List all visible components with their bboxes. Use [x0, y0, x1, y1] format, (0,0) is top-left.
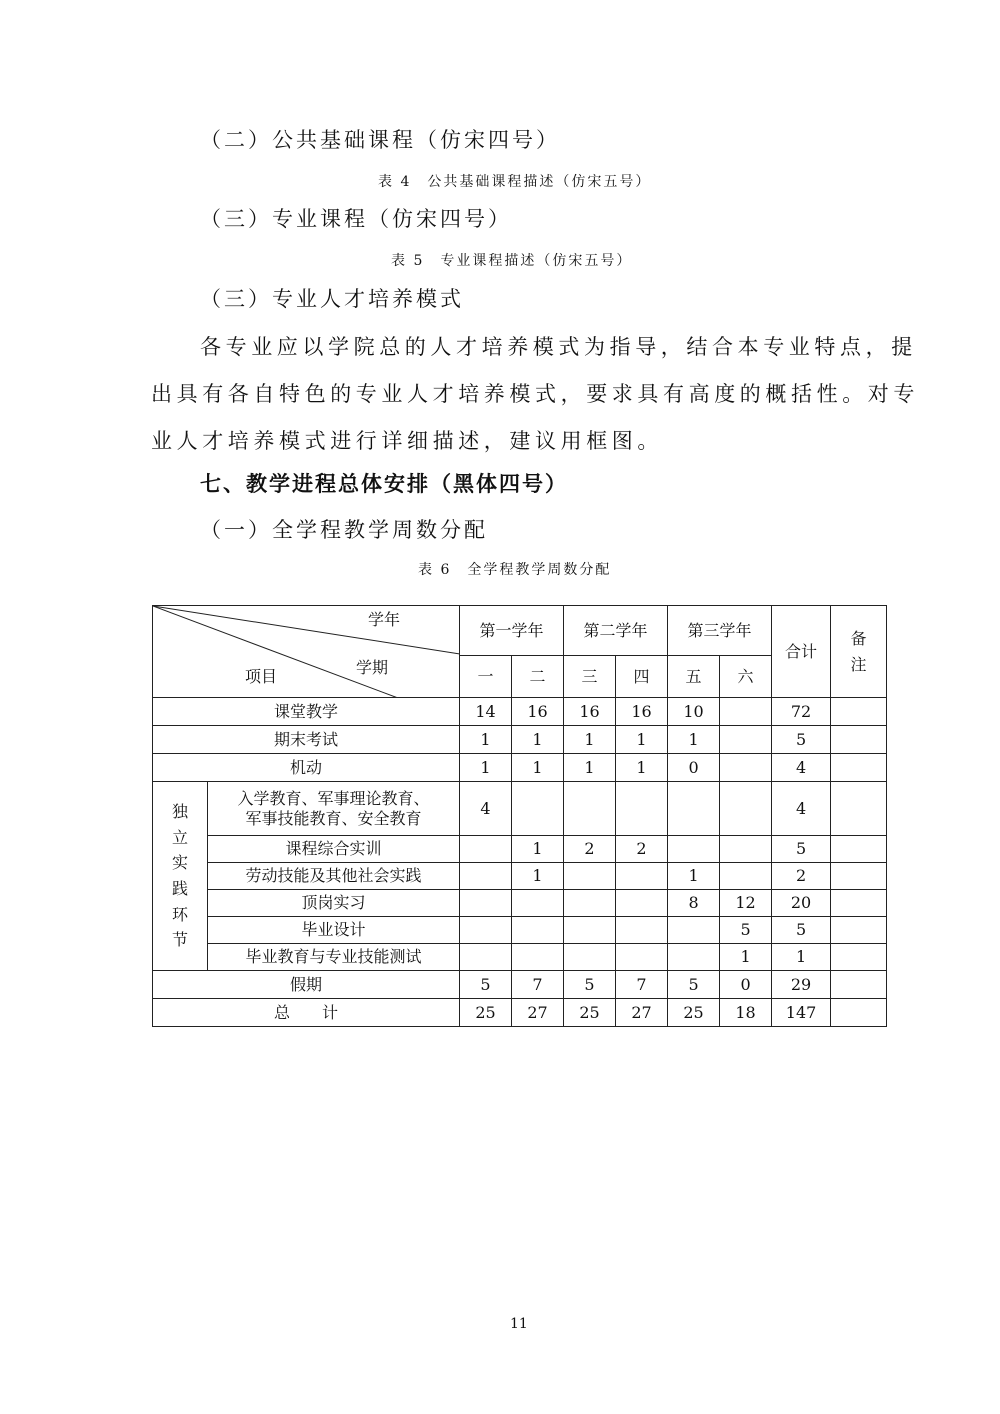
cell: 1: [720, 944, 772, 971]
term-header: 二: [512, 656, 564, 698]
cell: [831, 836, 887, 863]
cell: 2: [616, 836, 668, 863]
diag-term-label: 学期: [356, 658, 389, 677]
cell: 20: [772, 890, 831, 917]
heading-public-courses: （二）公共基础课程（仿宋四号）: [200, 128, 560, 152]
caption-table-5: 表 5 专业课程描述（仿宋五号）: [391, 253, 633, 269]
heading-training-mode: （三）专业人才培养模式: [200, 287, 464, 311]
cell: [460, 917, 512, 944]
diag-item-label: 项目: [245, 667, 278, 686]
table-row: [153, 863, 887, 890]
cell: 25: [460, 999, 512, 1027]
table-row: [153, 890, 887, 917]
cell: [720, 698, 772, 726]
cell: 1: [460, 726, 512, 754]
cell: 5: [564, 971, 616, 999]
year-header-1: 第一学年: [460, 606, 564, 656]
cell: 16: [564, 698, 616, 726]
cell: [831, 944, 887, 971]
cell: [668, 782, 720, 836]
cell: 16: [512, 698, 564, 726]
cell: 12: [720, 890, 772, 917]
table-row: [153, 726, 887, 754]
cell: [668, 836, 720, 863]
cell: [512, 917, 564, 944]
table-row: [153, 754, 887, 782]
cell: [831, 890, 887, 917]
cell: [831, 999, 887, 1027]
row-label: 课程综合实训: [208, 836, 460, 863]
cell: 72: [772, 698, 831, 726]
diagonal-lines: [153, 606, 460, 698]
cell: 5: [772, 836, 831, 863]
paragraph-line-2: 出具有各自特色的专业人才培养模式，要求具有高度的概括性。对专: [151, 382, 919, 406]
total-header: 合计: [772, 606, 831, 698]
cell: 29: [772, 971, 831, 999]
cell: 1: [460, 754, 512, 782]
cell: 1: [512, 863, 564, 890]
table-row: [153, 836, 887, 863]
year-header-2: 第二学年: [564, 606, 668, 656]
section-seven-heading: 七、教学进程总体安排（黑体四号）: [200, 472, 568, 496]
cell: 1: [564, 754, 616, 782]
cell: 14: [460, 698, 512, 726]
cell: 1: [668, 726, 720, 754]
year-header-3: 第三学年: [668, 606, 772, 656]
table-row: [153, 782, 887, 836]
diagonal-header-cell: [153, 606, 460, 698]
cell: [564, 863, 616, 890]
row-label: 期末考试: [153, 726, 460, 754]
row-label: 顶岗实习: [208, 890, 460, 917]
cell: 0: [668, 754, 720, 782]
row-label: 机动: [153, 754, 460, 782]
term-header: 一: [460, 656, 512, 698]
cell: 5: [668, 971, 720, 999]
cell: 18: [720, 999, 772, 1027]
cell: [460, 890, 512, 917]
cell: 7: [512, 971, 564, 999]
cell: 27: [512, 999, 564, 1027]
cell: 4: [772, 782, 831, 836]
cell: 1: [616, 754, 668, 782]
cell: [668, 944, 720, 971]
paragraph-line-3: 业人才培养模式进行详细描述，建议用框图。: [151, 429, 663, 453]
row-label: [208, 782, 460, 836]
cell: 1: [668, 863, 720, 890]
row-label: 毕业设计: [208, 917, 460, 944]
cell: [720, 836, 772, 863]
row-label: 劳动技能及其他社会实践: [208, 863, 460, 890]
cell: 5: [772, 917, 831, 944]
cell: [460, 863, 512, 890]
cell: 16: [616, 698, 668, 726]
term-header: 三: [564, 656, 616, 698]
term-header: 四: [616, 656, 668, 698]
cell: [720, 754, 772, 782]
cell: [512, 944, 564, 971]
cell: 10: [668, 698, 720, 726]
cell: [720, 782, 772, 836]
cell: [831, 754, 887, 782]
row-label: 课堂教学: [153, 698, 460, 726]
table-row: [153, 917, 887, 944]
cell: [512, 890, 564, 917]
cell: [564, 890, 616, 917]
cell: 0: [720, 971, 772, 999]
cell: 8: [668, 890, 720, 917]
cell: [720, 726, 772, 754]
table-row: [153, 971, 887, 999]
cell: [564, 917, 616, 944]
term-header: 六: [720, 656, 772, 698]
cell: 5: [460, 971, 512, 999]
cell: 2: [772, 863, 831, 890]
cell: 2: [564, 836, 616, 863]
cell: [564, 944, 616, 971]
table-row: [153, 999, 887, 1027]
remark-header: 备注: [831, 606, 887, 698]
cell: 1: [512, 726, 564, 754]
table-row: [153, 698, 887, 726]
cell: [668, 917, 720, 944]
diag-year-label: 学年: [368, 610, 401, 629]
cell: 25: [564, 999, 616, 1027]
cell: [831, 971, 887, 999]
cell: 4: [460, 782, 512, 836]
caption-table-6: 表 6 全学程教学周数分配: [418, 562, 612, 578]
cell: 25: [668, 999, 720, 1027]
cell: [616, 944, 668, 971]
cell: [564, 782, 616, 836]
row-label-line-2: 军事技能教育、安全教育: [245, 808, 422, 828]
cell: 1: [616, 726, 668, 754]
cell: 4: [772, 754, 831, 782]
cell: 1: [772, 944, 831, 971]
cell: 5: [772, 726, 831, 754]
page-number: 11: [510, 1316, 528, 1332]
cell: 5: [720, 917, 772, 944]
heading-week-distribution: （一）全学程教学周数分配: [200, 518, 488, 542]
cell: 1: [512, 836, 564, 863]
cell: [460, 944, 512, 971]
row-label: 毕业教育与专业技能测试: [208, 944, 460, 971]
cell: 1: [564, 726, 616, 754]
cell: 27: [616, 999, 668, 1027]
cell: 7: [616, 971, 668, 999]
row-label-line-1: 入学教育、军事理论教育、: [237, 788, 430, 808]
cell: [831, 698, 887, 726]
cell: 1: [512, 754, 564, 782]
week-distribution-table: [152, 605, 887, 1027]
cell: 147: [772, 999, 831, 1027]
row-label: 假期: [153, 971, 460, 999]
cell: [831, 726, 887, 754]
cell: [616, 890, 668, 917]
cell: [512, 782, 564, 836]
row-label: 总 计: [153, 999, 460, 1027]
cell: [616, 917, 668, 944]
term-header: 五: [668, 656, 720, 698]
paragraph-line-1: 各专业应以学院总的人才培养模式为指导，结合本专业特点，提: [200, 335, 917, 359]
cell: [616, 863, 668, 890]
cell: [616, 782, 668, 836]
cell: [720, 863, 772, 890]
cell: [460, 836, 512, 863]
cell: [831, 782, 887, 836]
practice-group-label: 独立实践环节: [153, 782, 208, 971]
cell: [831, 863, 887, 890]
heading-major-courses: （三）专业课程（仿宋四号）: [200, 207, 512, 231]
table-row: [153, 944, 887, 971]
cell: [831, 917, 887, 944]
caption-table-4: 表 4 公共基础课程描述（仿宋五号）: [378, 174, 652, 190]
